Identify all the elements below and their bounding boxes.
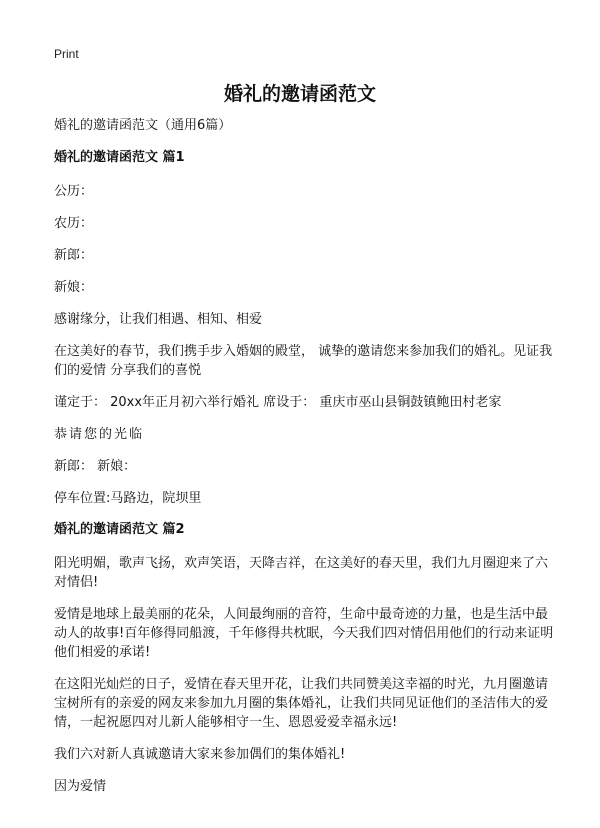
field-bride: 新娘： — [54, 280, 94, 295]
section-heading: 婚礼的邀请函范文 篇1 — [54, 150, 185, 165]
field-lunar-date: 农历： — [54, 216, 94, 231]
paragraph: 在这美好的春节，我们携手步入婚姻的殿堂， 诚挚的邀请您来参加我们的婚礼。见证我们的爱情 分享我们的喜悦 — [54, 344, 553, 378]
document-subtitle: 婚礼的邀请函范文（通用6篇） — [54, 118, 232, 133]
paragraph: 我们六对新人真诚邀请大家来参加偶们的集体婚礼! — [54, 747, 346, 762]
paragraph: 停车位置:马路边，院坝里 — [54, 491, 202, 506]
field-groom: 新郎： — [54, 248, 94, 263]
print-label: Print — [54, 47, 79, 61]
paragraph: 感谢缘分，让我们相遇、相知、相爱 — [54, 312, 263, 327]
paragraph: 在这阳光灿烂的日子，爱情在春天里开花，让我们共同赞美这幸福的时光，九月圈邀请宝树所有的亲爱的网友来参加九月圈的集体婚礼，让我们共同见证他们的圣洁伟大的爱情，一起祝愿四对儿新人能够相守一生、恩恩爱爱幸福永远! — [54, 677, 549, 730]
field-gregorian-date: 公历： — [54, 184, 94, 199]
paragraph: 新郎： 新娘： — [54, 459, 137, 474]
paragraph: 恭请您的光临 — [54, 427, 145, 442]
section-2 — [54, 521, 554, 796]
section-1 — [54, 149, 554, 508]
document-title: 婚礼的邀请函范文 — [223, 83, 376, 105]
paragraph: 因为爱情 — [54, 779, 107, 794]
document-body — [54, 117, 554, 809]
section-heading: 婚礼的邀请函范文 篇2 — [54, 522, 185, 537]
paragraph: 阳光明媚，歌声飞扬，欢声笑语，天降吉祥，在这美好的春天里，我们九月圈迎来了六对情侣! — [54, 556, 549, 590]
paragraph: 谨定于： 20xx年正月初六举行婚礼 席设于： 重庆市巫山县铜鼓镇鲍田村老家 — [54, 395, 502, 410]
paragraph: 爱情是地球上最美丽的花朵，人间最绚丽的音符，生命中最奇迹的力量，也是生活中最动人的故事!百年修得同船渡，千年修得共枕眠，今天我们四对情侣用他们的行动来证明他们相爱的承诺! — [54, 607, 554, 660]
